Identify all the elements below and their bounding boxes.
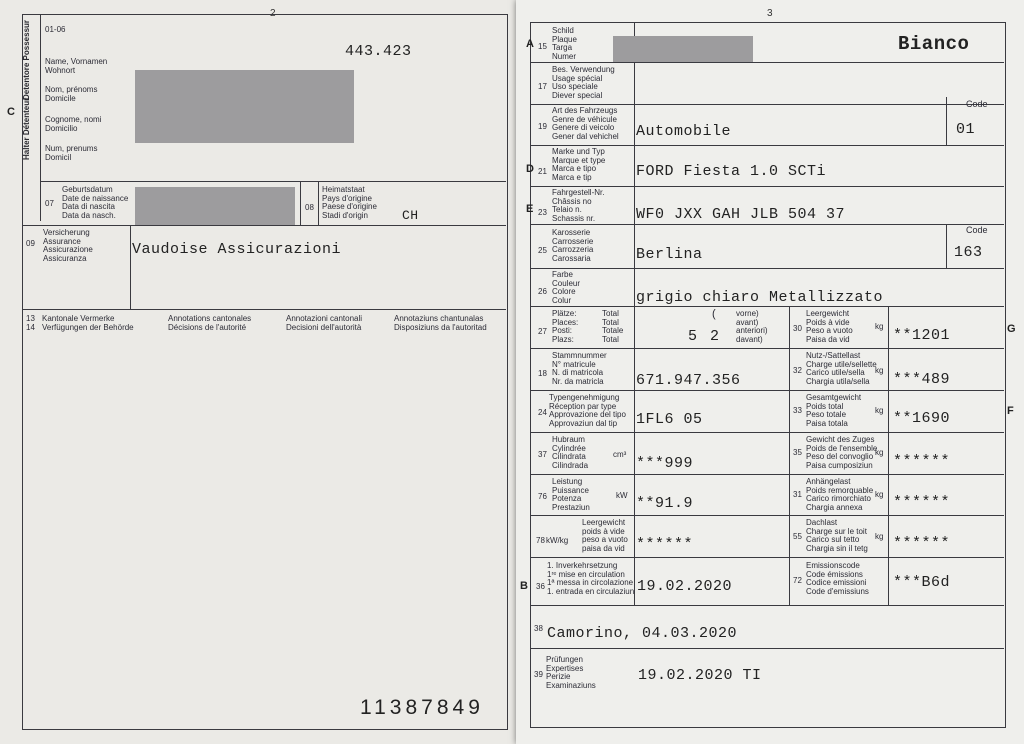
displacement-label: Hubraum Cylindrée Cilindrata Cilindrada <box>552 435 589 470</box>
empty-weight: **1201 <box>893 327 951 344</box>
field-38: 38 <box>534 624 543 633</box>
cm3-unit: cm³ <box>613 450 627 459</box>
chassis-number: WF0 JXX GAH JLB 504 37 <box>636 206 846 223</box>
field-code-01-06: 01-06 <box>45 25 66 34</box>
birth-label: Geburtsdatum Date de naissance Data di nascita Data da nasch. <box>62 185 129 220</box>
trailer-label: Anhängelast Poids remorquable Carico rimorchiato Chargia annexa <box>806 477 874 512</box>
field-27: 27 <box>538 327 547 336</box>
roof-load: ****** <box>893 535 951 552</box>
trailer-load: ****** <box>893 494 951 511</box>
type-approval: 1FL6 05 <box>636 411 703 428</box>
payload-label: Nutz-/Sattellast Charge utile/sellette Carico utile/sella Chargia utila/sella <box>806 351 877 386</box>
cognome-label: Cognome, nomi Domicilio <box>45 115 102 133</box>
field-55: 55 <box>793 532 802 541</box>
first-registration: 19.02.2020 <box>637 578 733 595</box>
vehicle-kind: Automobile <box>636 123 732 140</box>
field-14: 14 <box>26 323 35 332</box>
power-weight-ratio: ****** <box>636 536 694 553</box>
field-30: 30 <box>793 324 802 333</box>
matricule-label: Stammnummer N° matricule N. di matricola Nr. da matricla <box>552 351 607 386</box>
field-15: 15 <box>538 42 547 51</box>
total-weight-label: Gesamtgewicht Poids total Peso totale Paisa totala <box>806 393 862 428</box>
chassis-label: Fahrgestell-Nr. Châssis no Telaio n. Schassis nr. <box>552 188 605 223</box>
code-label-body: Code <box>966 225 988 235</box>
marker-e: E <box>526 203 534 215</box>
seats-total: 5 <box>688 328 698 345</box>
field-13: 13 <box>26 314 35 323</box>
emission-code: ***B6d <box>893 574 951 591</box>
holder-label-it: Detentore Possessur <box>22 19 31 100</box>
marker-f: F <box>1007 405 1014 417</box>
kwkg-unit: kW/kg <box>546 536 569 545</box>
field-37: 37 <box>538 450 547 459</box>
page-number-left: 2 <box>270 8 276 19</box>
insurance-label: Versicherung Assurance Assicurazione Assicuranza <box>43 228 93 263</box>
seats-front-label: vorne) avant) anteriori) davant) <box>736 309 768 344</box>
matricule-value: 671.947.356 <box>636 372 741 389</box>
colour-value: grigio chiaro Metallizzato <box>636 289 884 306</box>
marker-c-left: C <box>7 106 15 118</box>
seats-front: 2 <box>710 328 720 345</box>
num-label: Num, prenums Domicil <box>45 144 98 162</box>
origin-value: CH <box>402 208 419 223</box>
seats-label: Plätze: Places: Posti: Plazs: <box>552 309 579 344</box>
field-23: 23 <box>538 208 547 217</box>
kg-55: kg <box>875 532 884 541</box>
empty-weight-label: Leergewicht Poids à vide Peso a vuoto Paisa da vid <box>806 309 853 344</box>
seats-total-label: Total Total Totale Total <box>602 309 624 344</box>
field-36: 36 <box>536 582 545 591</box>
redacted-holder-name <box>135 70 354 143</box>
body-code: 163 <box>954 244 983 261</box>
redacted-plate <box>613 36 753 62</box>
field-08: 08 <box>305 203 314 212</box>
colour-label: Farbe Couleur Colore Colur <box>552 270 581 305</box>
redacted-birth-date <box>135 187 295 225</box>
train-weight: ****** <box>893 453 951 470</box>
make-label: Marke und Typ Marque et type Marca e tipo Marca e tip <box>552 147 606 182</box>
field-26: 26 <box>538 287 547 296</box>
marker-g: G <box>1007 323 1016 335</box>
kg-33: kg <box>875 406 884 415</box>
field-35: 35 <box>793 448 802 457</box>
total-weight: **1690 <box>893 410 951 427</box>
emission-label: Emissionscode Code émissions Codice emissioni Code d'emissiuns <box>806 561 869 596</box>
kw-unit: kW <box>616 491 628 500</box>
make-type: FORD Fiesta 1.0 SCTi <box>636 163 827 180</box>
displacement: ***999 <box>636 455 694 472</box>
serial-number: 11387849 <box>360 696 484 719</box>
field-07: 07 <box>45 199 54 208</box>
field-78: 78 <box>536 536 545 545</box>
right-page <box>516 0 1024 744</box>
field-18: 18 <box>538 369 547 378</box>
body-label: Karosserie Carrosserie Carrozzeria Carossaria <box>552 228 594 263</box>
kg-32: kg <box>875 366 884 375</box>
vehicle-kind-label: Art des Fahrzeugs Genre de véhicule Genere di veicolo Gener dal vehichel <box>552 106 619 141</box>
plate-label: Schild Plaque Targa Numer <box>552 26 577 61</box>
cantonal-notes-de: Kantonale Vermerke Verfügungen der Behörde <box>42 314 134 332</box>
field-21: 21 <box>538 167 547 176</box>
usage-label: Bes. Verwendung Usage spécial Uso speciale Diever special <box>552 65 615 100</box>
train-weight-label: Gewicht des Zuges Poids de l'ensemble Peso del convoglio Paisa cumposiziun <box>806 435 878 470</box>
insurance-value: Vaudoise Assicurazioni <box>132 241 342 258</box>
field-39: 39 <box>534 670 543 679</box>
field-76: 76 <box>538 492 547 501</box>
kg-35: kg <box>875 448 884 457</box>
seats-paren: ( <box>712 308 716 320</box>
roof-load-label: Dachlast Charge sur le toit Carico sul tetto Chargia sin il tetg <box>806 518 868 553</box>
field-33: 33 <box>793 406 802 415</box>
field-25: 25 <box>538 246 547 255</box>
cantonal-notes-it: Annotazioni cantonali Decisioni dell'autorità <box>286 314 363 332</box>
holder-label-de: Halter Détenteur <box>22 97 31 160</box>
kg-31: kg <box>875 490 884 499</box>
ratio-label: Leergewicht poids à vide peso a vuoto paisa da vid <box>582 518 628 553</box>
kg-30: kg <box>875 322 884 331</box>
payload: ***489 <box>893 371 951 388</box>
marker-a: A <box>526 38 534 50</box>
field-32: 32 <box>793 366 802 375</box>
page-number-right: 3 <box>767 8 773 19</box>
code-label-kind: Code <box>966 99 988 109</box>
field-24: 24 <box>538 408 547 417</box>
place-date: Camorino, 04.03.2020 <box>547 625 738 642</box>
plate-color: Bianco <box>898 33 970 55</box>
field-31: 31 <box>793 490 802 499</box>
marker-d: D <box>526 163 534 175</box>
field-19: 19 <box>538 122 547 131</box>
first-registration-label: 1. Inverkehrsetzung 1ʳᵉ mise en circulation 1ª messa in circolazione 1. entrada en circulaziun <box>547 561 635 596</box>
cantonal-notes-fr: Annotations cantonales Décisions de l'autorité <box>168 314 252 332</box>
power: **91.9 <box>636 495 694 512</box>
inspection: 19.02.2020 TI <box>638 667 762 684</box>
power-label: Leistung Puissance Potenza Prestaziun <box>552 477 590 512</box>
nom-label: Nom, prénoms Domicile <box>45 85 98 103</box>
document-number: 443.423 <box>345 43 412 60</box>
field-17: 17 <box>538 82 547 91</box>
field-09: 09 <box>26 239 35 248</box>
inspection-label: Prüfungen Expertises Perizie Examinaziuns <box>546 655 596 690</box>
name-label: Name, Vornamen Wohnort <box>45 57 108 75</box>
body-type: Berlina <box>636 246 703 263</box>
type-approval-label: Typengenehmigung Réception par type Approvazione del tipo Approvaziun dal tip <box>549 393 626 428</box>
vehicle-kind-code: 01 <box>956 121 976 138</box>
cantonal-notes-rm: Annotaziuns chantunalas Disposiziuns da l'autoritad <box>394 314 487 332</box>
origin-label: Heimatstaat Pays d'origine Paese d'origine Stadi d'origin <box>322 185 377 220</box>
marker-b: B <box>520 580 528 592</box>
field-72: 72 <box>793 576 802 585</box>
